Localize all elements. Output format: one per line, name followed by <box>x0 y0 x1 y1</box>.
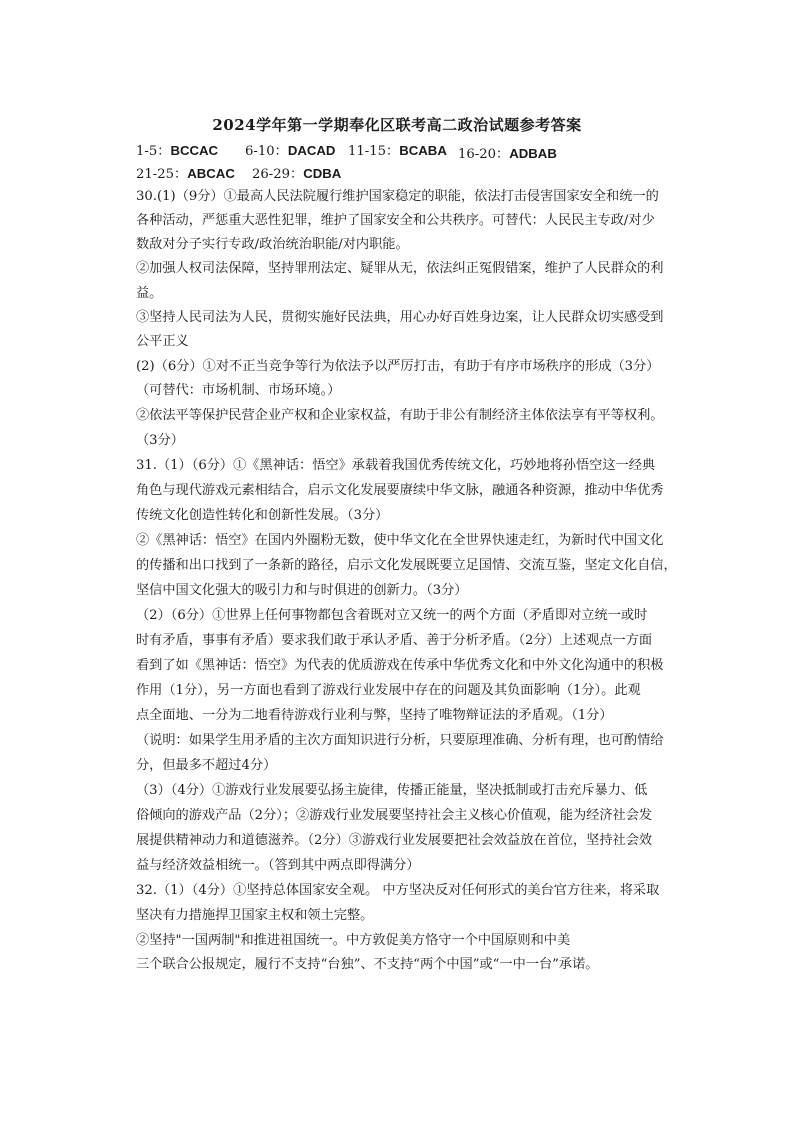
text-line: 益。 <box>136 286 163 301</box>
text-line: 俗倾向的游戏产品（2分）；②游戏行业发展要坚持社会主义核心价值观，能为经济社会发 <box>136 808 653 823</box>
answer-range: 1-5：BCCAC <box>136 143 219 159</box>
text-line: 公平正义 <box>136 334 189 349</box>
text-line: （说明：如果学生用矛盾的主次方面知识进行分析，只要原理准确、分析有理，也可酌情给 <box>136 733 664 748</box>
text-line: 30.(1)（9分）①最高人民法院履行维护国家稳定的职能，依法打击侵害国家安全和统一的 <box>136 189 659 204</box>
text-line: （3分） <box>136 433 184 448</box>
text-line: 点全面地、一分为二地看待游戏行业利与弊，坚持了唯物辩证法的矛盾观。（1分） <box>136 708 613 723</box>
text-line: 各种活动，严惩重大恶性犯罪，维护了国家安全和公共秩序。可替代：人民民主专政/对少 <box>136 213 655 228</box>
answer-range: 6-10：DACAD <box>245 143 336 159</box>
text-line: （3）（4分）①游戏行业发展要弘扬主旋律，传播正能量，坚决抵制或打击充斥暴力、低 <box>136 783 648 798</box>
document-title: 2024学年第一学期奉化区联考高二政治试题参考答案 <box>212 116 582 134</box>
text-line: 传统文化创造性转化和创新性发展。（3分） <box>136 508 389 523</box>
text-line: ③坚持人民司法为人民，贯彻实施好民法典，用心办好百姓身边案，让人民群众切实感受到 <box>136 310 664 325</box>
text-line: 坚决有力措施捍卫国家主权和领土完整。 <box>136 908 374 923</box>
text-line: （可替代：市场机制、市场环境。） <box>136 383 341 398</box>
text-line: ②依法平等保护民营企业产权和企业家权益，有助于非公有制经济主体依法享有平等权利。 <box>136 408 664 423</box>
answer-range: 21-25：ABCAC <box>136 166 235 182</box>
text-line: ②加强人权司法保障，坚持罪刑法定、疑罪从无，依法纠正冤假错案，维护了人民群众的利 <box>136 261 664 276</box>
text-line: 数敌对分子实行专政/政治统治职能/对内职能。 <box>136 237 409 252</box>
text-line: 展提供精神动力和道德滋养。（2分）③游戏行业发展要把社会效益放在首位，坚持社会效 <box>136 833 653 848</box>
text-line: 32.（1）（4分）①坚持总体国家安全观。 中方坚决反对任何形式的美台官方往来，将采取 <box>136 883 660 898</box>
answer-range: 26-29：CDBA <box>252 166 342 182</box>
text-line: 益与经济效益相统一。（答到其中两点即得满分） <box>136 858 420 873</box>
text-line: 作用（1分），另一方面也看到了游戏行业发展中存在的问题及其负面影响（1分）。此观 <box>136 683 641 698</box>
text-line: 31.（1）（6分）①《黑神话：悟空》承载着我国优秀传统文化，巧妙地将孙悟空这一经典 <box>136 458 656 473</box>
answer-range: 16-20：ADBAB <box>458 146 557 162</box>
text-line: (2)（6分）①对不正当竞争等行为依法予以严厉打击，有助于有序市场秩序的形成（3分） <box>136 359 660 374</box>
text-line: ②《黑神话：悟空》在国内外圈粉无数，使中华文化在全世界快速走红，为新时代中国文化 <box>136 533 664 548</box>
text-line: 坚信中国文化强大的吸引力和与时俱进的创新力。（3分） <box>136 583 468 598</box>
text-line: 时有矛盾，事事有矛盾）要求我们敢于承认矛盾、善于分析矛盾。（2分）上述观点一方面 <box>136 633 653 648</box>
text-line: 角色与现代游戏元素相结合，启示文化发展要赓续中华文脉，融通各种资源，推动中华优秀 <box>136 483 664 498</box>
text-line: 分，但最多不超过4分） <box>136 758 277 773</box>
text-line: 看到了如《黑神话：悟空》为代表的优质游戏在传承中华优秀文化和中外文化沟通中的积极 <box>136 658 664 673</box>
text-line: ②坚持"一国两制"和推进祖国统一。中方敦促美方恪守一个中国原则和中美 <box>136 933 571 948</box>
text-line: 三个联合公报规定，履行不支持“台独”、不支持“两个中国”或“一中一台”承诺。 <box>136 957 599 972</box>
text-line: （2）（6分）①世界上任何事物都包含着既对立又统一的两个方面（矛盾即对立统一或时 <box>136 608 648 623</box>
answer-range: 11-15：BCABA <box>348 143 447 159</box>
text-line: 的传播和出口找到了一条新的路径，启示文化发展既要立足国情、交流互鉴，坚定文化自信， <box>136 558 677 573</box>
